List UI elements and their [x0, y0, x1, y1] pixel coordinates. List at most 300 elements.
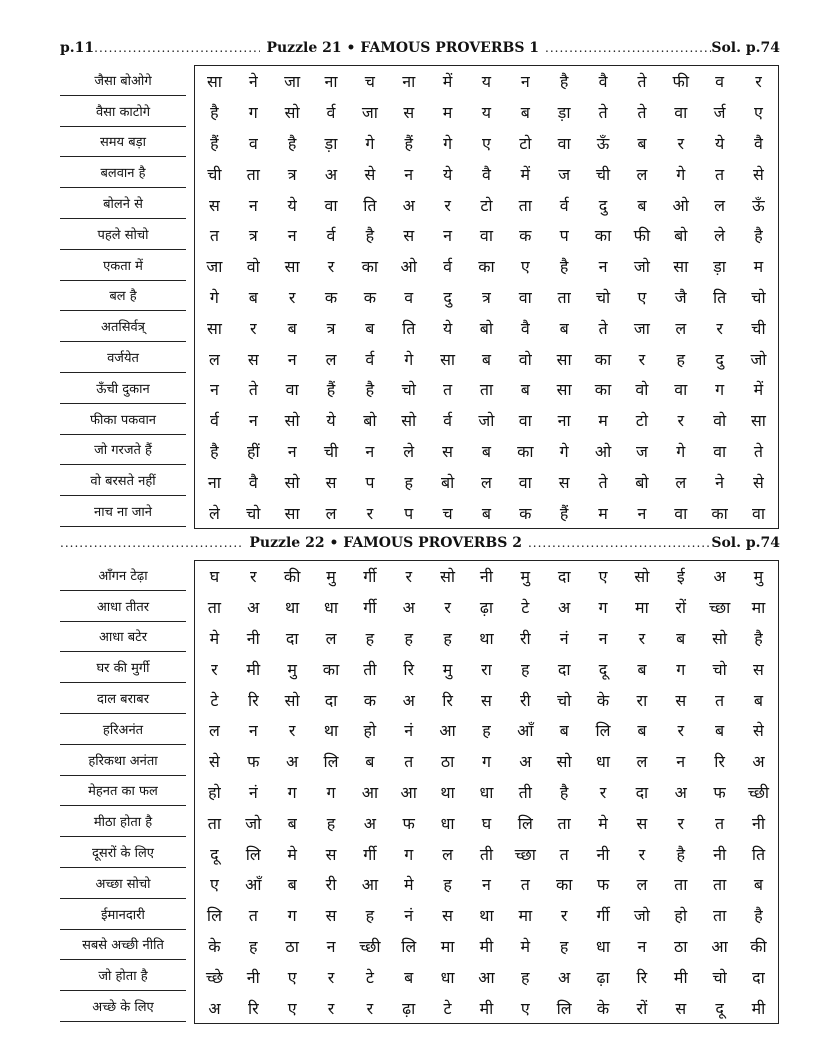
clue-item: ईमानदारी: [60, 899, 186, 930]
grid-cell: घ: [209, 567, 220, 587]
grid-cell: प: [559, 226, 569, 246]
grid-cell: त: [715, 690, 725, 710]
clue-item: समय बड़ा: [60, 127, 186, 158]
clue-item: हरिअनंत: [60, 714, 186, 745]
grid-cell: से: [209, 752, 220, 772]
grid-cell: वा: [674, 380, 688, 400]
grid-cell: र्व: [209, 411, 219, 431]
grid-cell: ना: [324, 72, 338, 92]
grid-cell: ड़ा: [324, 133, 338, 153]
grid-row: [195, 838, 778, 869]
grid-cell: है: [676, 844, 685, 864]
leader-dots: [545, 41, 711, 55]
grid-cell: वा: [518, 472, 532, 492]
grid-cell: फ: [402, 813, 415, 833]
grid-cell: की: [283, 567, 301, 587]
grid-cell: जै: [674, 287, 687, 307]
grid-cell: च्छे: [205, 967, 223, 987]
grid-cell: ए: [210, 875, 219, 895]
clue-item: बलवान है: [60, 157, 186, 188]
grid-cell: वै: [598, 72, 608, 92]
grid-cell: क: [519, 226, 532, 246]
grid-cell: ल: [675, 318, 687, 338]
grid-cell: ल: [481, 472, 492, 492]
grid-cell: दु: [715, 349, 724, 369]
grid-cell: सा: [556, 349, 572, 369]
clue-item: दूसरों के लिए: [60, 837, 186, 868]
clue-item: अच्छा सोचो: [60, 868, 186, 899]
clue-item: मेहनत का फल: [60, 776, 186, 807]
grid-cell: का: [594, 226, 612, 246]
grid-cell: ज: [558, 164, 571, 184]
grid-cell: र: [638, 844, 646, 864]
grid-cell: चो: [712, 659, 727, 679]
grid-cell: ब: [481, 441, 492, 461]
grid-cell: सो: [284, 103, 300, 123]
grid-cell: र: [716, 318, 723, 338]
grid-cell: र: [327, 257, 335, 277]
grid-cell: फी: [633, 226, 651, 246]
grid-row: [195, 777, 778, 808]
grid-cell: का: [594, 349, 612, 369]
grid-cell: गे: [365, 133, 375, 153]
grid-cell: ले: [403, 441, 415, 461]
grid-cell: ड़ा: [713, 257, 726, 277]
grid-cell: नं: [404, 906, 414, 926]
grid-cell: ते: [598, 103, 608, 123]
grid-cell: बो: [635, 472, 649, 492]
grid-cell: हीं: [246, 441, 260, 461]
grid-cell: सा: [750, 411, 766, 431]
grid-cell: बो: [363, 411, 377, 431]
grid-cell: है: [559, 782, 569, 802]
grid-cell: अ: [363, 813, 376, 833]
grid-cell: घ: [481, 813, 492, 833]
clue-item: वैसा काटोगे: [60, 96, 186, 127]
grid-cell: अ: [247, 598, 260, 618]
clue-item: सबसे अच्छी नीति: [60, 930, 186, 961]
grid-cell: ता: [712, 906, 727, 926]
grid-cell: मु: [287, 659, 297, 679]
grid-cell: वा: [479, 226, 493, 246]
grid-cell: व: [715, 72, 725, 92]
grid-cell: र्गी: [596, 906, 610, 926]
grid-cell: मे: [598, 813, 608, 833]
grid-cell: र्गी: [363, 598, 377, 618]
puzzle21-title: Puzzle 21 • FAMOUS PROVERBS 1: [266, 40, 540, 56]
grid-row: [195, 374, 778, 405]
grid-cell: स: [325, 472, 337, 492]
grid-cell: व: [404, 287, 414, 307]
grid-cell: अ: [402, 690, 415, 710]
grid-cell: र: [677, 411, 685, 431]
grid-cell: टे: [521, 598, 530, 618]
grid-cell: ता: [479, 380, 494, 400]
grid-cell: से: [753, 472, 764, 492]
grid-row: [195, 312, 778, 343]
puzzle21-letter-grid: [194, 65, 779, 529]
grid-cell: त: [248, 906, 258, 926]
grid-cell: मी: [246, 659, 261, 679]
grid-cell: ते: [598, 472, 608, 492]
grid-cell: आ: [478, 967, 495, 987]
clue-item: वो बरसते नहीं: [60, 465, 186, 496]
grid-cell: जा: [361, 103, 378, 123]
grid-cell: रि: [403, 659, 415, 679]
grid-cell: य: [481, 103, 492, 123]
grid-cell: न: [637, 503, 647, 523]
grid-cell: री: [519, 628, 531, 648]
grid-cell: ब: [520, 103, 530, 123]
grid-cell: मा: [518, 906, 533, 926]
leader-dots: [94, 41, 260, 55]
grid-cell: नी: [246, 967, 260, 987]
grid-cell: वा: [518, 411, 532, 431]
grid-cell: र्व: [443, 257, 453, 277]
grid-cell: दा: [557, 659, 571, 679]
grid-cell: का: [322, 659, 340, 679]
grid-cell: हो: [363, 721, 377, 741]
grid-cell: रा: [481, 659, 492, 679]
grid-cell: जो: [633, 257, 650, 277]
grid-cell: ति: [363, 195, 377, 215]
grid-cell: त: [404, 752, 414, 772]
grid-cell: न: [287, 226, 297, 246]
clue-item: आधा तीतर: [60, 591, 186, 622]
grid-cell: सो: [284, 472, 300, 492]
grid-cell: न: [404, 164, 414, 184]
clue-item: पहले सोचो: [60, 219, 186, 250]
grid-row: [195, 931, 778, 962]
grid-cell: ढ़ा: [479, 598, 494, 618]
grid-cell: लि: [517, 813, 533, 833]
clue-item: नाच ना जाने: [60, 496, 186, 527]
clue-item: मीठा होता है: [60, 806, 186, 837]
grid-cell: र: [250, 318, 257, 338]
grid-cell: है: [287, 133, 297, 153]
clue-item: अतसिर्वत्र्: [60, 311, 186, 342]
grid-cell: से: [753, 164, 764, 184]
grid-cell: च: [442, 503, 453, 523]
grid-cell: ये: [287, 195, 297, 215]
grid-cell: ठा: [674, 936, 688, 956]
grid-cell: ए: [637, 287, 647, 307]
grid-cell: सो: [634, 567, 650, 587]
grid-cell: ती: [518, 782, 532, 802]
grid-cell: दु: [443, 287, 452, 307]
grid-row: [195, 869, 778, 900]
grid-cell: ची: [595, 164, 611, 184]
grid-cell: स: [558, 472, 570, 492]
grid-cell: वा: [285, 380, 299, 400]
grid-cell: नी: [246, 628, 260, 648]
grid-cell: ग: [287, 906, 297, 926]
grid-cell: ब: [559, 318, 569, 338]
grid-cell: था: [479, 628, 494, 648]
puzzle21-solution-ref: Sol. p.74: [711, 40, 781, 56]
grid-row: [195, 158, 778, 189]
grid-cell: न: [598, 257, 608, 277]
grid-row: [195, 592, 778, 623]
grid-cell: धा: [440, 813, 455, 833]
grid-cell: ले: [714, 226, 726, 246]
grid-cell: ता: [674, 875, 688, 895]
grid-cell: ता: [207, 598, 222, 618]
grid-cell: जा: [206, 257, 223, 277]
grid-cell: र: [560, 906, 568, 926]
grid-cell: नं: [248, 782, 258, 802]
grid-cell: जो: [633, 906, 650, 926]
grid-cell: ए: [598, 567, 608, 587]
grid-cell: त: [520, 875, 530, 895]
grid-row: [195, 466, 778, 497]
grid-cell: सो: [284, 690, 300, 710]
grid-cell: ता: [557, 287, 571, 307]
grid-cell: ब: [637, 721, 647, 741]
grid-cell: अ: [286, 752, 299, 772]
grid-cell: ढ़ा: [402, 998, 416, 1018]
grid-cell: ब: [676, 628, 686, 648]
grid-cell: अ: [402, 195, 415, 215]
clue-item: जो होता है: [60, 960, 186, 991]
grid-cell: र: [444, 598, 451, 618]
grid-cell: मे: [287, 844, 297, 864]
grid-cell: ग: [598, 598, 608, 618]
grid-cell: ओ: [672, 195, 689, 215]
grid-cell: सो: [284, 411, 300, 431]
grid-cell: ब: [287, 875, 297, 895]
clue-item: वर्जयेत: [60, 342, 186, 373]
grid-cell: अ: [752, 752, 765, 772]
grid-cell: जो: [478, 411, 495, 431]
grid-cell: ह: [443, 628, 452, 648]
grid-cell: था: [440, 782, 455, 802]
grid-cell: बो: [479, 318, 494, 338]
grid-cell: जो: [245, 813, 262, 833]
grid-cell: फी: [672, 72, 689, 92]
grid-cell: टो: [519, 133, 532, 153]
grid-cell: ए: [482, 133, 491, 153]
grid-cell: मी: [751, 998, 766, 1018]
grid-cell: का: [361, 257, 379, 277]
grid-cell: आँ: [517, 721, 534, 741]
grid-cell: मे: [403, 875, 414, 895]
clue-item: बोलने से: [60, 188, 186, 219]
grid-cell: रि: [636, 967, 648, 987]
grid-cell: ह: [482, 721, 491, 741]
grid-cell: मे: [209, 628, 220, 648]
grid-cell: न: [287, 441, 297, 461]
grid-cell: मा: [440, 936, 455, 956]
grid-cell: सा: [206, 318, 222, 338]
grid-cell: ता: [246, 164, 260, 184]
grid-row: [195, 684, 778, 715]
grid-cell: फ: [713, 782, 726, 802]
grid-cell: स: [403, 226, 415, 246]
grid-cell: ते: [598, 318, 608, 338]
grid-cell: सा: [284, 503, 300, 523]
grid-cell: स: [442, 441, 453, 461]
grid-cell: क: [363, 287, 377, 307]
grid-cell: ब: [481, 349, 492, 369]
grid-row: [195, 66, 778, 97]
grid-cell: त्र: [287, 164, 297, 184]
grid-cell: ना: [557, 411, 571, 431]
grid-cell: च्छी: [359, 936, 381, 956]
grid-cell: नं: [559, 628, 569, 648]
clue-item: आधा बटेर: [60, 622, 186, 653]
grid-cell: ल: [209, 721, 220, 741]
grid-cell: ह: [521, 659, 530, 679]
puzzle21-header: [60, 36, 780, 60]
grid-cell: री: [519, 690, 531, 710]
grid-cell: ये: [442, 318, 453, 338]
grid-cell: र्गी: [363, 567, 377, 587]
grid-row: [195, 807, 778, 838]
grid-cell: ल: [325, 628, 337, 648]
grid-cell: अ: [519, 752, 532, 772]
grid-cell: त: [715, 813, 725, 833]
grid-cell: ऊँ: [596, 133, 610, 153]
grid-cell: र: [755, 72, 762, 92]
grid-cell: ता: [712, 875, 727, 895]
grid-cell: म: [753, 257, 764, 277]
grid-cell: स: [481, 690, 492, 710]
clue-item: आँगन टेढ़ा: [60, 560, 186, 591]
grid-cell: आ: [400, 782, 417, 802]
grid-cell: अ: [402, 598, 415, 618]
grid-cell: गे: [559, 441, 569, 461]
grid-cell: रि: [442, 690, 453, 710]
grid-cell: र: [444, 195, 451, 215]
grid-cell: ब: [481, 503, 492, 523]
grid-cell: ल: [442, 844, 454, 864]
grid-cell: टो: [635, 411, 648, 431]
grid-cell: से: [753, 721, 764, 741]
grid-cell: र्ज: [713, 103, 726, 123]
grid-cell: ग: [248, 103, 258, 123]
grid-cell: नी: [479, 567, 493, 587]
grid-cell: ब: [637, 195, 647, 215]
grid-cell: टो: [480, 195, 493, 215]
grid-cell: ह: [676, 349, 685, 369]
grid-cell: ये: [442, 164, 453, 184]
grid-cell: मा: [635, 598, 649, 618]
grid-cell: ब: [365, 752, 375, 772]
grid-cell: सा: [673, 257, 689, 277]
grid-cell: न: [287, 349, 297, 369]
grid-cell: वा: [751, 503, 765, 523]
clue-item: फीका पकवान: [60, 404, 186, 435]
grid-cell: र: [327, 998, 335, 1018]
grid-cell: ग: [481, 752, 491, 772]
grid-cell: अ: [558, 967, 571, 987]
grid-cell: ग: [287, 782, 297, 802]
grid-cell: न: [598, 628, 608, 648]
grid-cell: है: [559, 257, 569, 277]
grid-cell: क: [324, 287, 338, 307]
grid-cell: वा: [674, 103, 688, 123]
grid-cell: र: [677, 813, 685, 833]
grid-cell: मु: [520, 567, 531, 587]
grid-cell: दा: [557, 567, 571, 587]
grid-cell: क: [519, 503, 532, 523]
grid-cell: क: [363, 690, 377, 710]
grid-cell: स: [636, 813, 648, 833]
grid-cell: म: [598, 503, 608, 523]
grid-cell: ऊँ: [752, 195, 765, 215]
grid-cell: रों: [636, 998, 648, 1018]
grid-cell: र्व: [443, 411, 453, 431]
grid-cell: रि: [247, 690, 259, 710]
grid-cell: र: [288, 287, 296, 307]
grid-cell: चो: [246, 503, 261, 523]
grid-cell: च्छा: [514, 844, 536, 864]
grid-cell: धा: [440, 967, 455, 987]
puzzle22-solution-ref: Sol. p.74: [711, 535, 781, 551]
grid-cell: अ: [558, 598, 571, 618]
grid-cell: लि: [556, 998, 572, 1018]
puzzle22-letter-grid: [194, 560, 779, 1024]
grid-cell: ये: [326, 411, 336, 431]
grid-cell: ज: [635, 441, 648, 461]
grid-cell: त: [559, 844, 569, 864]
grid-cell: हैं: [404, 133, 413, 153]
grid-cell: का: [711, 503, 728, 523]
grid-cell: वो: [713, 411, 727, 431]
grid-cell: ह: [443, 875, 452, 895]
grid-cell: ओ: [594, 441, 612, 461]
grid-cell: मी: [479, 998, 494, 1018]
grid-row: [195, 251, 778, 282]
grid-cell: वै: [520, 318, 530, 338]
grid-cell: अ: [674, 782, 687, 802]
grid-cell: ल: [636, 875, 648, 895]
grid-cell: दू: [598, 659, 608, 679]
grid-cell: ची: [751, 318, 766, 338]
grid-cell: के: [208, 936, 221, 956]
grid-cell: स: [675, 998, 687, 1018]
grid-cell: ल: [675, 472, 687, 492]
grid-cell: आ: [711, 936, 728, 956]
grid-cell: है: [754, 906, 763, 926]
grid-cell: सा: [440, 349, 456, 369]
grid-cell: दु: [598, 195, 608, 215]
grid-cell: स: [403, 103, 415, 123]
grid-cell: न: [482, 875, 491, 895]
grid-cell: रि: [247, 998, 259, 1018]
grid-cell: ह: [365, 906, 375, 926]
grid-cell: था: [284, 598, 300, 618]
grid-cell: लि: [595, 721, 611, 741]
grid-cell: वा: [557, 133, 571, 153]
grid-cell: ते: [637, 72, 647, 92]
grid-cell: रा: [636, 690, 648, 710]
grid-cell: ह: [249, 936, 258, 956]
grid-cell: लि: [401, 936, 417, 956]
grid-row: [195, 282, 778, 313]
grid-cell: ति: [712, 287, 727, 307]
grid-cell: म: [442, 103, 453, 123]
grid-cell: ते: [753, 441, 764, 461]
grid-cell: च्छा: [708, 598, 731, 618]
grid-cell: ई: [676, 567, 685, 587]
grid-cell: ल: [714, 195, 726, 215]
grid-cell: ल: [325, 349, 337, 369]
grid-cell: दा: [635, 782, 649, 802]
grid-cell: ब: [559, 721, 569, 741]
grid-cell: र्व: [365, 349, 375, 369]
